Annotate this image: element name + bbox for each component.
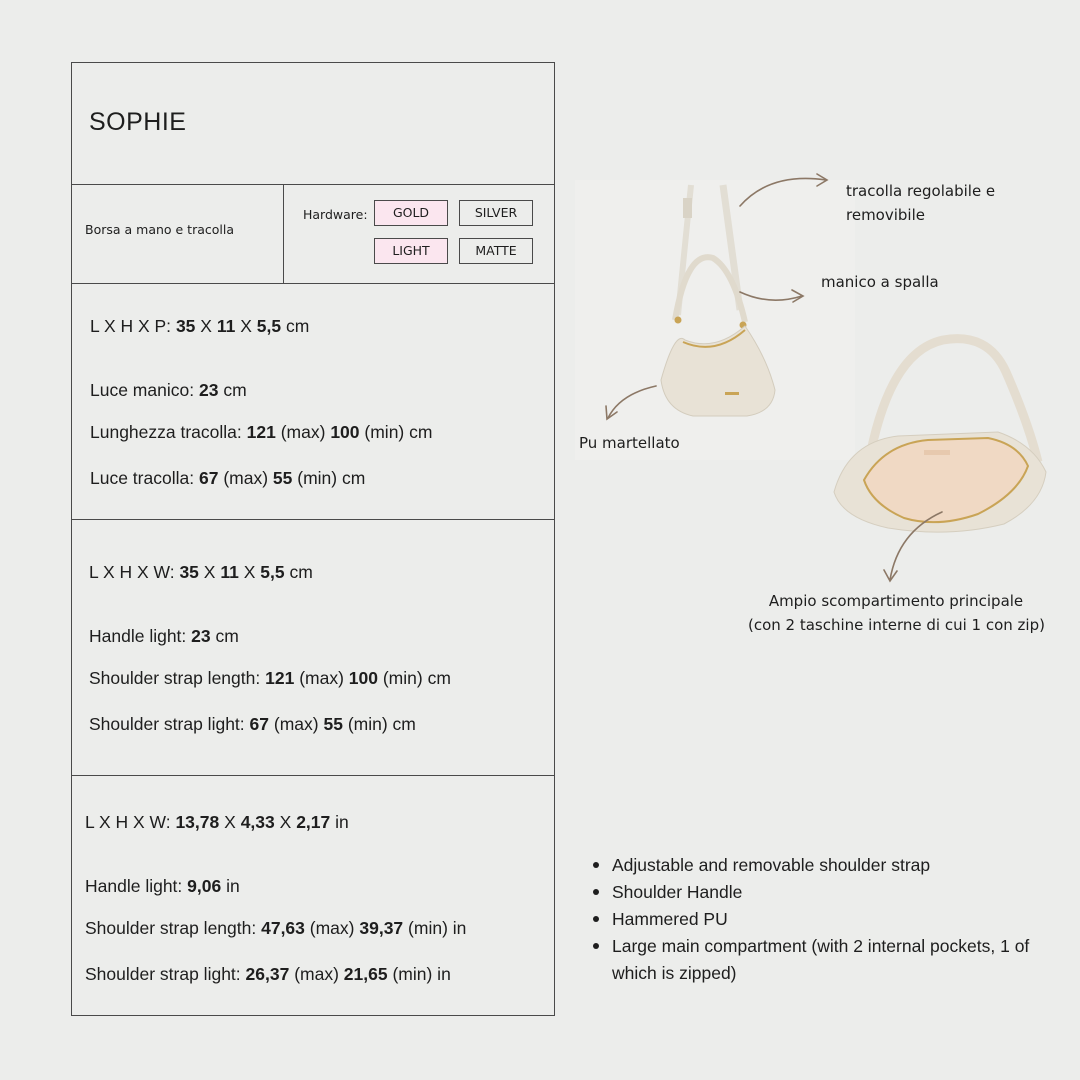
product-title: SOPHIE (89, 108, 187, 136)
strap-length-line: Shoulder strap length: 47,63 (max) 39,37 (min) in (85, 918, 467, 938)
dimensions-line: L X H X W: 13,78 X 4,33 X 2,17 in (85, 812, 349, 832)
hardware-option-gold[interactable]: GOLD (374, 200, 448, 226)
hardware-label: Hardware: (303, 207, 368, 222)
dimensions-line: L X H X P: 35 X 11 X 5,5 cm (90, 316, 310, 336)
features-list (590, 852, 1070, 987)
feature-item: Hammered PU (590, 906, 1070, 933)
strap-drop-line: Luce tracolla: 67 (max) 55 (min) cm (90, 468, 366, 488)
product-subtitle: Borsa a mano e tracolla (85, 222, 235, 237)
dimensions-line: L X H X W: 35 X 11 X 5,5 cm (89, 562, 313, 582)
strap-length-line: Lunghezza tracolla: 121 (max) 100 (min) cm (90, 422, 433, 442)
handle-drop-line: Luce manico: 23 cm (90, 380, 247, 400)
strap-annotation: tracolla regolabile e removibile (846, 182, 996, 224)
handle-annotation: manico a spalla (821, 273, 939, 291)
hardware-option-light[interactable]: LIGHT (374, 238, 448, 264)
strap-drop-line: Shoulder strap light: 26,37 (max) 21,65 (min) in (85, 964, 451, 984)
handle-drop-line: Handle light: 9,06 in (85, 876, 240, 896)
feature-item: Shoulder Handle (590, 879, 1070, 906)
strap-drop-line: Shoulder strap light: 67 (max) 55 (min) cm (89, 714, 416, 734)
compartment-annotation: Ampio scompartimento principale (con 2 taschine interne di cui 1 con zip) (748, 592, 1045, 634)
handle-drop-line: Handle light: 23 cm (89, 626, 239, 646)
feature-item: Adjustable and removable shoulder strap (590, 852, 1070, 879)
material-annotation: Pu martellato (579, 434, 680, 452)
hardware-option-matte[interactable]: MATTE (459, 238, 533, 264)
strap-length-line: Shoulder strap length: 121 (max) 100 (min) cm (89, 668, 451, 688)
hardware-option-silver[interactable]: SILVER (459, 200, 533, 226)
feature-item: Large main compartment (with 2 internal pockets, 1 of which is zipped) (590, 933, 1070, 987)
